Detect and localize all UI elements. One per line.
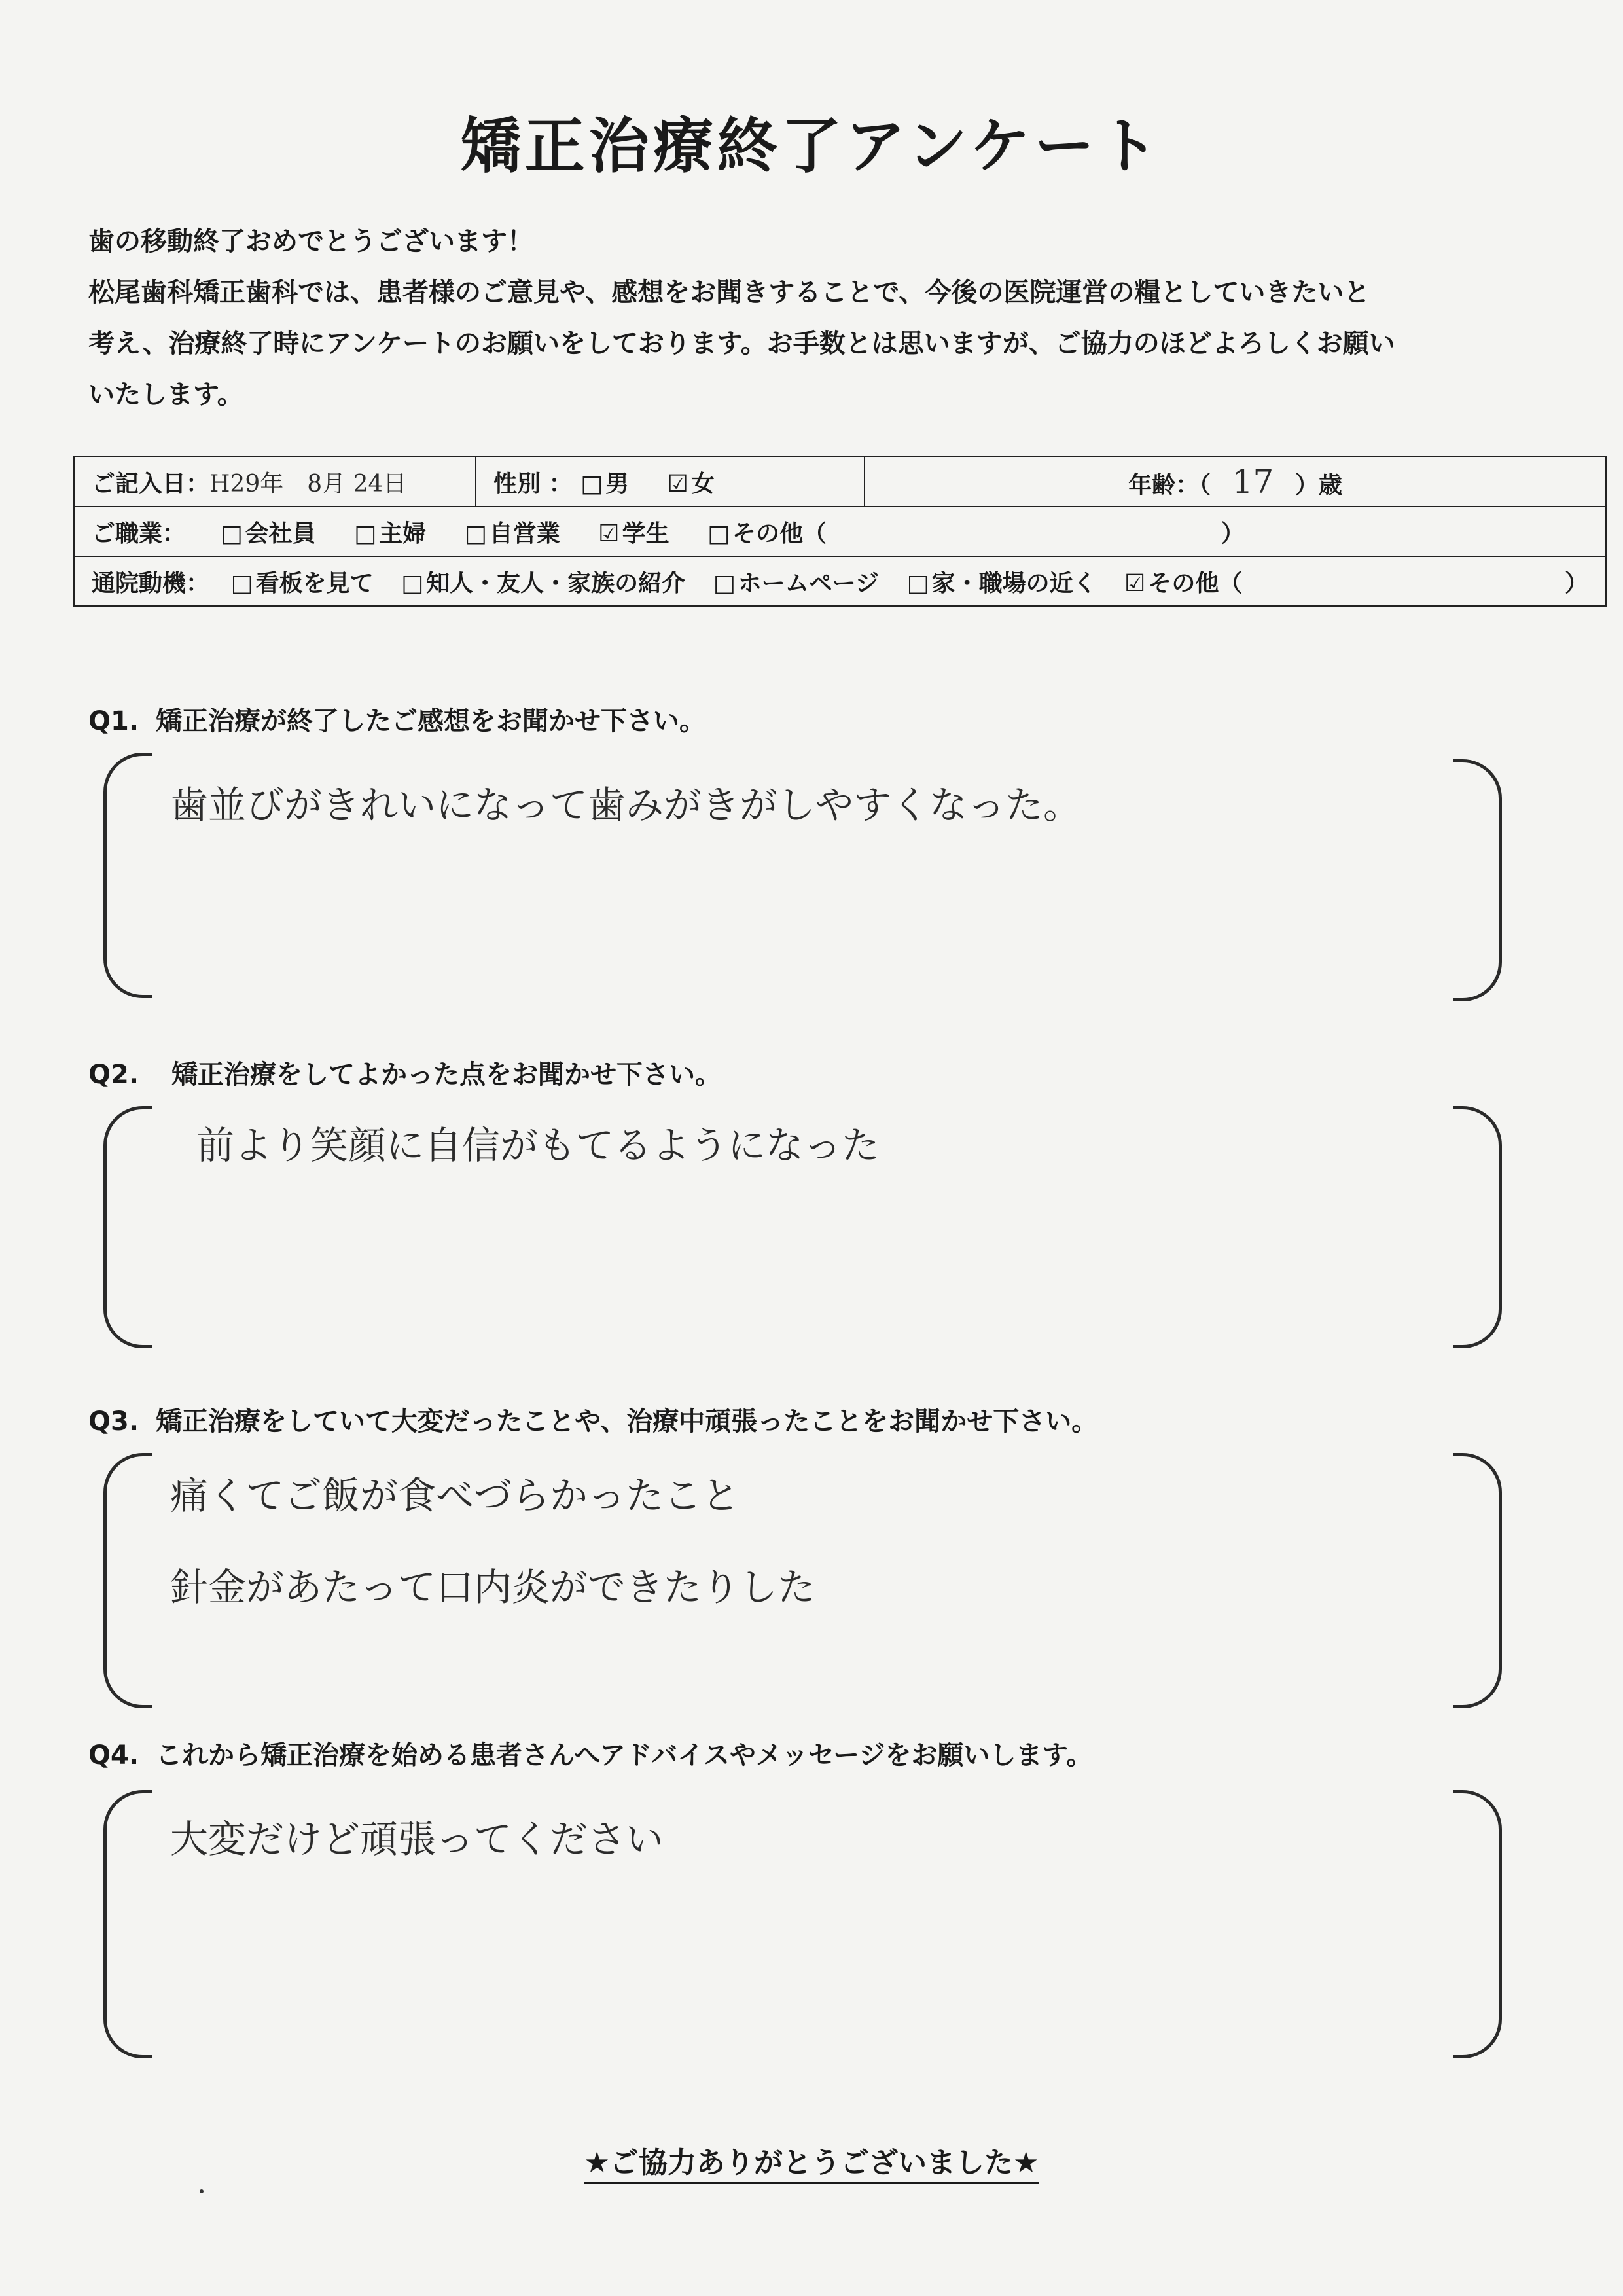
occupation-row (74, 507, 1606, 556)
occupation-option-selfemployed[interactable] (465, 520, 560, 547)
occupation-close: ） (1221, 520, 1245, 547)
checkbox-icon[interactable]: □ (580, 470, 603, 497)
option-label: 女 (690, 470, 715, 497)
question-2 (88, 1054, 721, 1091)
question-number: Q4. (88, 1740, 139, 1770)
answer-2[interactable] (196, 1100, 880, 1191)
motive-close: ） (1564, 569, 1588, 597)
checkbox-icon[interactable]: □ (707, 520, 730, 547)
age-value[interactable]: 17 (1232, 463, 1274, 501)
option-label: 学生 (622, 520, 669, 547)
intro-line: いたします。 (88, 380, 243, 410)
age-label: 年齢：（ (1128, 472, 1211, 499)
info-form (73, 456, 1607, 607)
motive-option-other[interactable] (1124, 570, 1242, 597)
checkbox-icon[interactable]: □ (230, 569, 253, 597)
checkbox-icon[interactable]: □ (906, 569, 929, 597)
motive-row (74, 556, 1606, 606)
question-1 (88, 700, 705, 738)
motive-label: 通院動機： (92, 569, 210, 597)
answer-line: 針金があたって口内炎ができたりした (170, 1565, 816, 1609)
option-label: 会社員 (245, 520, 316, 547)
occupation-option-student[interactable] (598, 520, 669, 547)
closing-message (0, 2139, 1623, 2181)
answer-box-right-bracket (1453, 1453, 1502, 1708)
gender-option-male[interactable] (580, 471, 629, 497)
checkbox-icon[interactable]: □ (713, 569, 736, 597)
answer-line: 前より笑顔に自信がもてるようになった (196, 1123, 880, 1168)
gender-cell (476, 457, 865, 507)
option-label: 主婦 (379, 520, 427, 547)
occupation-option-housewife[interactable] (354, 520, 426, 547)
option-label: 自営業 (489, 520, 560, 547)
option-label: 知人・友人・家族の紹介 (426, 569, 686, 597)
motive-option-signboard[interactable] (231, 570, 374, 597)
answer-4[interactable] (170, 1793, 664, 1885)
option-label: 家・職場の近く (931, 569, 1097, 597)
answer-line: 歯並びがきれいになって歯みがきがしやすくなった。 (170, 783, 1082, 827)
checkbox-icon[interactable]: □ (220, 520, 243, 547)
answer-1[interactable] (170, 759, 1081, 851)
answer-box-right-bracket (1453, 1106, 1502, 1348)
question-4 (88, 1734, 1092, 1772)
occupation-option-company[interactable] (221, 520, 316, 547)
occupation-option-other[interactable] (707, 520, 827, 547)
gender-label: 性別 ： (493, 470, 573, 497)
question-number: Q1. (88, 706, 139, 736)
answer-box-left-bracket (103, 753, 152, 998)
checkbox-checked-icon[interactable]: ☑ (598, 520, 620, 547)
checkbox-checked-icon[interactable]: ☑ (667, 470, 688, 497)
question-text: 矯正治療が終了したご感想をお聞かせ下さい。 (156, 706, 706, 736)
date-value[interactable]: H29年 8月 24日 (209, 470, 407, 497)
page-title: 矯正治療終了アンケート (460, 111, 1163, 181)
checkbox-checked-icon[interactable]: ☑ (1124, 569, 1146, 597)
option-label: その他（ (732, 520, 827, 547)
occupation-label: ご職業： (92, 520, 187, 547)
checkbox-icon[interactable]: □ (354, 520, 377, 547)
closing-text: ★ご協力ありがとうございました★ (584, 2146, 1039, 2184)
question-3 (88, 1401, 1097, 1438)
question-text: 矯正治療をしてよかった点をお聞かせ下さい。 (171, 1060, 722, 1090)
gender-option-female[interactable] (668, 471, 715, 497)
motive-option-referral[interactable] (401, 570, 685, 597)
answer-3[interactable] (170, 1450, 815, 1633)
date-cell[interactable] (74, 457, 476, 507)
option-label: ホームページ (738, 569, 880, 597)
age-cell[interactable] (865, 457, 1606, 507)
intro-line: 考え、治療終了時にアンケートのお願いをしております。お手数とは思いますが、ご協力のほどよろしくお願い (88, 329, 1395, 359)
option-label: その他（ (1148, 569, 1243, 597)
intro-line: 歯の移動終了おめでとうございます！ (88, 226, 533, 257)
question-text: これから矯正治療を始める患者さんへアドバイスやメッセージをお願いします。 (156, 1740, 1093, 1770)
option-label: 男 (605, 470, 630, 497)
age-suffix: ）歳 (1294, 472, 1342, 499)
answer-box-left-bracket (103, 1453, 152, 1708)
date-label: ご記入日： (92, 470, 210, 497)
answer-box-left-bracket (103, 1106, 152, 1348)
question-number: Q2. (88, 1060, 139, 1090)
answer-box-left-bracket (103, 1790, 152, 2058)
answer-line: 痛くてご飯が食べづらかったこと (170, 1473, 740, 1518)
answer-box-right-bracket (1453, 1790, 1502, 2058)
motive-option-homepage[interactable] (713, 570, 879, 597)
stray-mark (200, 2189, 204, 2193)
checkbox-icon[interactable]: □ (401, 569, 424, 597)
question-number: Q3. (88, 1407, 139, 1437)
answer-box-right-bracket (1453, 759, 1502, 1001)
intro-line: 松尾歯科矯正歯科では、患者様のご意見や、感想をお聞きすることで、今後の医院運営の糧としていきたいと (88, 278, 1370, 308)
answer-line: 大変だけど頑張ってください (170, 1817, 664, 1861)
motive-option-nearby[interactable] (907, 570, 1097, 597)
question-text: 矯正治療をしていて大変だったことや、治療中頑張ったことをお聞かせ下さい。 (156, 1407, 1098, 1437)
checkbox-icon[interactable]: □ (464, 520, 487, 547)
intro-text (88, 216, 1548, 420)
option-label: 看板を見て (255, 569, 374, 597)
